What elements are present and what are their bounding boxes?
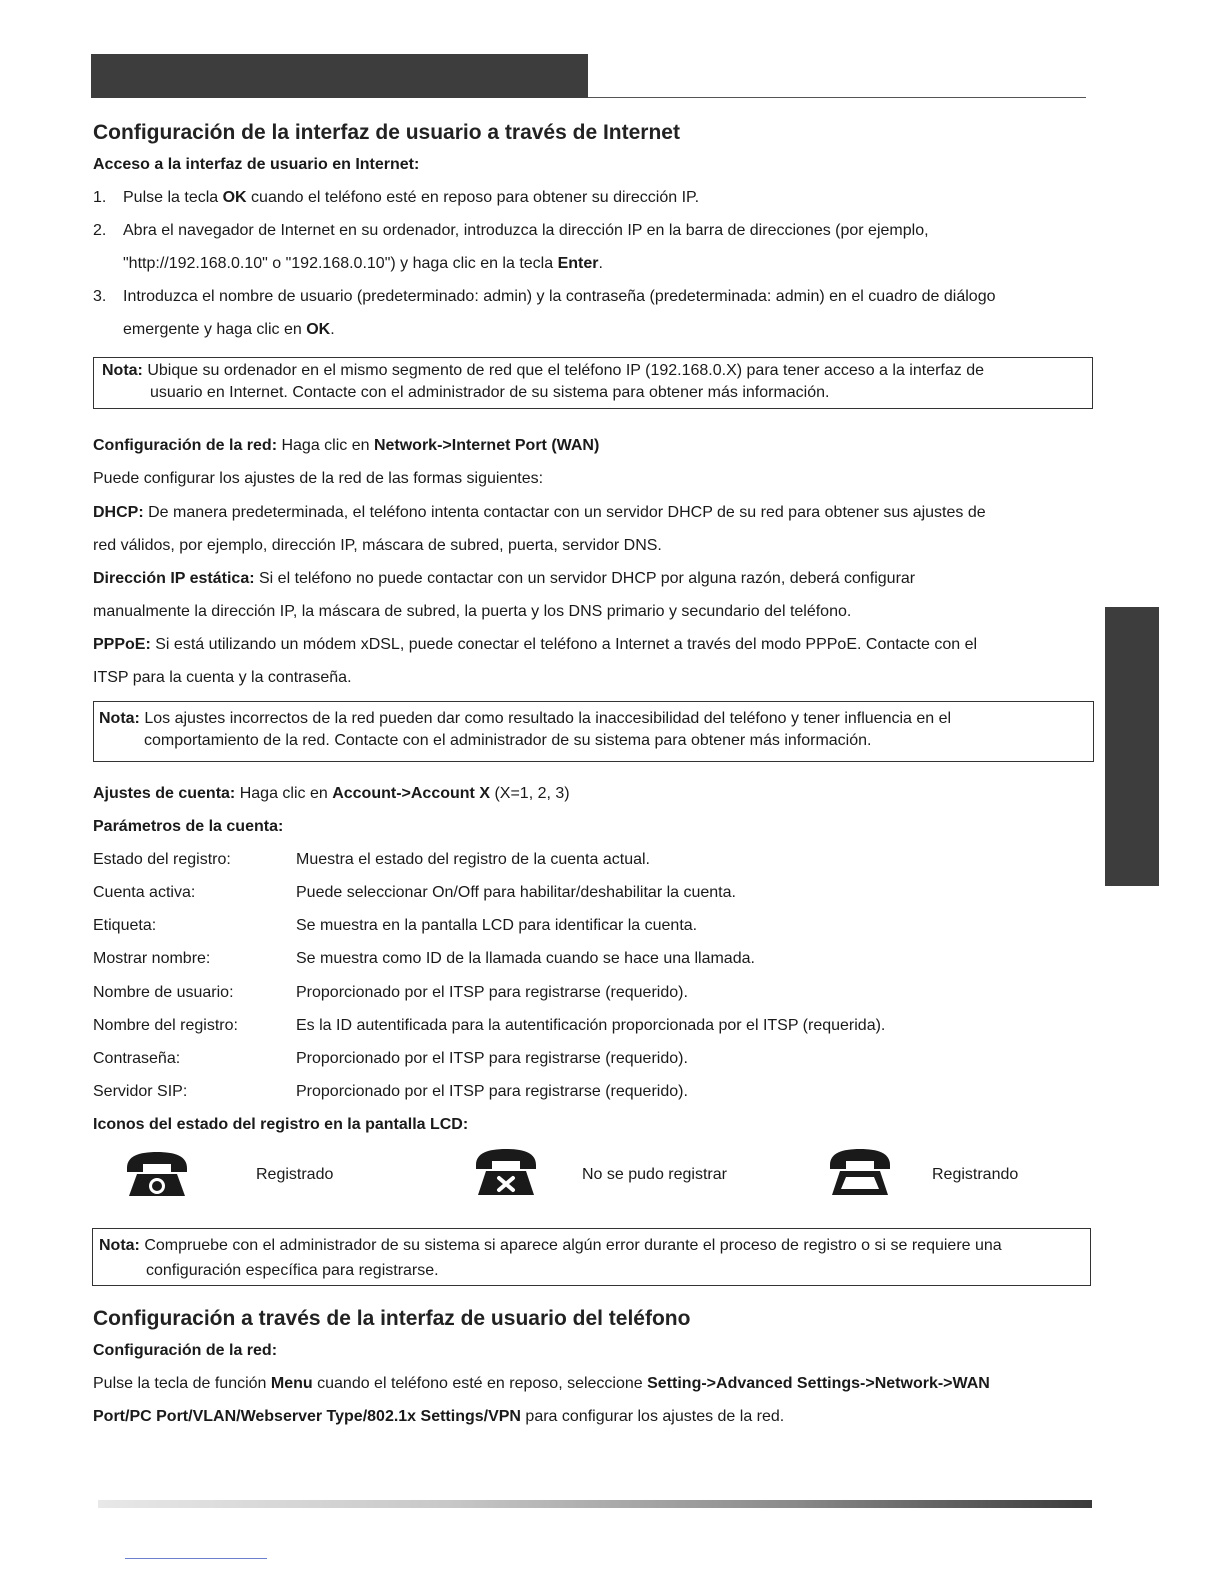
param-label: Etiqueta: bbox=[93, 917, 157, 934]
phone-net-line-2: Port/PC Port/VLAN/Webserver Type/802.1x Settings/VPN para configurar los ajustes de la red. bbox=[93, 1408, 785, 1425]
phone-registered-icon bbox=[123, 1150, 191, 1200]
step-number: 3. bbox=[93, 288, 107, 305]
note-box-1: Nota: Ubique su ordenador en el mismo segmento de red que el teléfono IP (192.168.0.X) para tener acceso a la interfaz de usuario en Internet. Contacte con el administrador de su sistema para obtener más información. bbox=[93, 357, 1093, 409]
footer-link-line bbox=[125, 1558, 267, 1559]
access-heading: Acceso a la interfaz de usuario en Internet: bbox=[93, 156, 420, 173]
param-desc: Se muestra como ID de la llamada cuando se hace una llamada. bbox=[296, 950, 755, 967]
side-tab bbox=[1105, 607, 1159, 886]
dhcp-line-1: DHCP: De manera predeterminada, el teléfono intenta contactar con un servidor DHCP de su red para obtener sus ajustes de bbox=[93, 504, 986, 521]
step-2-line-2: "http://192.168.0.10" o "192.168.0.10") y haga clic en la tecla Enter. bbox=[123, 255, 603, 272]
phone-registering-icon bbox=[826, 1147, 894, 1199]
param-desc: Proporcionado por el ITSP para registrarse (requerido). bbox=[296, 1083, 688, 1100]
header-bar bbox=[91, 54, 588, 98]
phone-net-line-1: Pulse la tecla de función Menu cuando el teléfono esté en reposo, seleccione Setting->Advanced Settings->Network->WAN bbox=[93, 1375, 990, 1392]
static-ip-line-2: manualmente la dirección IP, la máscara de subred, la puerta y los DNS primario y secundario del teléfono. bbox=[93, 603, 852, 620]
param-desc: Proporcionado por el ITSP para registrarse (requerido). bbox=[296, 1050, 688, 1067]
param-label: Nombre de usuario: bbox=[93, 984, 234, 1001]
icon-label-failed: No se pudo registrar bbox=[582, 1166, 727, 1183]
param-label: Mostrar nombre: bbox=[93, 950, 211, 967]
network-intro: Puede configurar los ajustes de la red de las formas siguientes: bbox=[93, 470, 544, 487]
header-rule bbox=[588, 97, 1086, 98]
step-1: Pulse la tecla OK cuando el teléfono esté en reposo para obtener su dirección IP. bbox=[123, 189, 700, 206]
param-label: Servidor SIP: bbox=[93, 1083, 188, 1100]
note-box-3: Nota: Compruebe con el administrador de su sistema si aparece algún error durante el proceso de registro o si se requiere una configuración específica para registrarse. bbox=[92, 1228, 1091, 1286]
param-desc: Es la ID autentificada para la autentificación proporcionada por el ITSP (requerida). bbox=[296, 1017, 886, 1034]
step-number: 2. bbox=[93, 222, 107, 239]
icons-heading: Iconos del estado del registro en la pantalla LCD: bbox=[93, 1116, 469, 1133]
param-label: Estado del registro: bbox=[93, 851, 231, 868]
account-params-heading: Parámetros de la cuenta: bbox=[93, 818, 284, 835]
dhcp-line-2: red válidos, por ejemplo, dirección IP, máscara de subred, puerta, servidor DNS. bbox=[93, 537, 662, 554]
param-desc: Muestra el estado del registro de la cuenta actual. bbox=[296, 851, 650, 868]
param-label: Nombre del registro: bbox=[93, 1017, 238, 1034]
param-desc: Se muestra en la pantalla LCD para identificar la cuenta. bbox=[296, 917, 698, 934]
param-label: Cuenta activa: bbox=[93, 884, 196, 901]
phone-net-heading: Configuración de la red: bbox=[93, 1342, 278, 1359]
step-3-line-1: Introduzca el nombre de usuario (predeterminado: admin) y la contraseña (predeterminada: admin) en el cuadro de diálogo bbox=[123, 288, 996, 305]
pppoe-line-2: ITSP para la cuenta y la contraseña. bbox=[93, 669, 352, 686]
param-desc: Proporcionado por el ITSP para registrarse (requerido). bbox=[296, 984, 688, 1001]
network-config-line: Configuración de la red: Haga clic en Network->Internet Port (WAN) bbox=[93, 437, 600, 454]
note-box-2: Nota: Los ajustes incorrectos de la red pueden dar como resultado la inaccesibilidad del teléfono y tener influencia en el comportamiento de la red. Contacte con el administrador de su sistema para obtener más información. bbox=[93, 701, 1094, 762]
section-title-web: Configuración de la interfaz de usuario a través de Internet bbox=[93, 121, 680, 144]
param-label: Contraseña: bbox=[93, 1050, 181, 1067]
static-ip-line-1: Dirección IP estática: Si el teléfono no puede contactar con un servidor DHCP por alguna razón, deberá configurar bbox=[93, 570, 916, 587]
footer-bar bbox=[98, 1500, 1092, 1508]
icon-label-registered: Registrado bbox=[256, 1166, 334, 1183]
phone-failed-icon bbox=[472, 1147, 540, 1199]
param-desc: Puede seleccionar On/Off para habilitar/deshabilitar la cuenta. bbox=[296, 884, 736, 901]
step-3-line-2: emergente y haga clic en OK. bbox=[123, 321, 335, 338]
step-2-line-1: Abra el navegador de Internet en su ordenador, introduzca la dirección IP en la barra de direcciones (por ejemplo, bbox=[123, 222, 929, 239]
pppoe-line-1: PPPoE: Si está utilizando un módem xDSL, puede conectar el teléfono a Internet a través del modo PPPoE. Contacte con el bbox=[93, 636, 978, 653]
icon-label-registering: Registrando bbox=[932, 1166, 1019, 1183]
account-settings-line: Ajustes de cuenta: Haga clic en Account->Account X (X=1, 2, 3) bbox=[93, 785, 570, 802]
section-title-phone-ui: Configuración a través de la interfaz de usuario del teléfono bbox=[93, 1307, 691, 1330]
step-number: 1. bbox=[93, 189, 107, 206]
